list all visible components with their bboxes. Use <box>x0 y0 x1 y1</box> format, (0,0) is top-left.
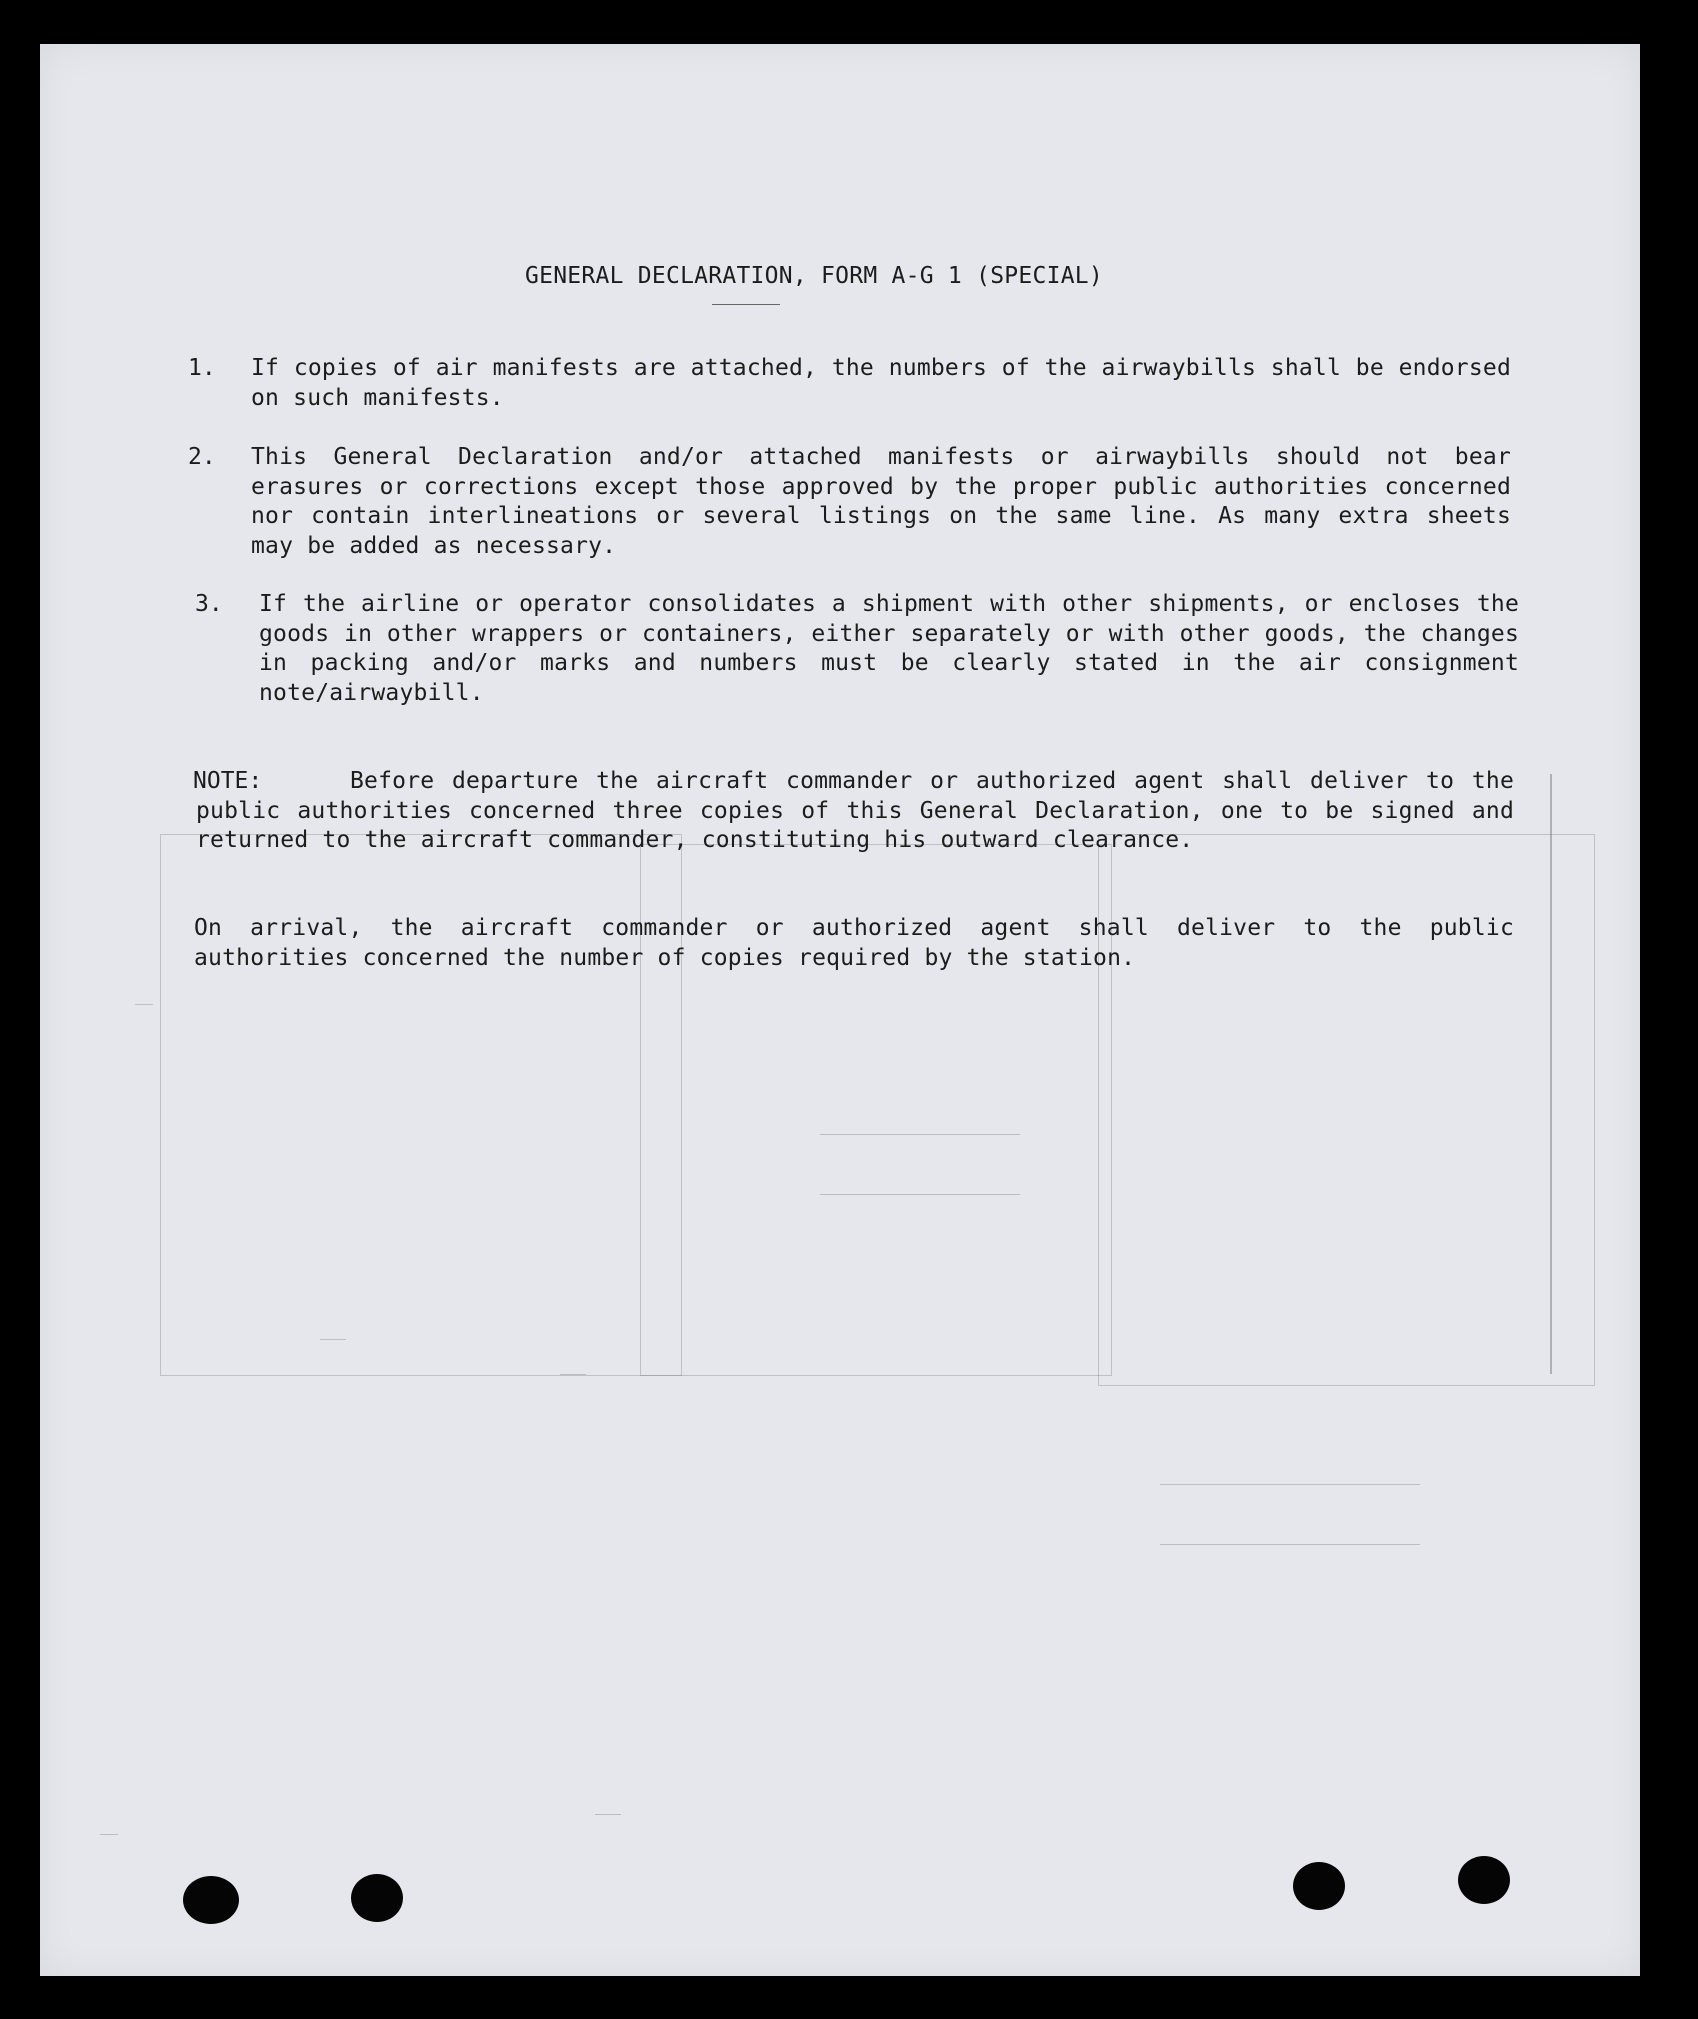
document-title: GENERAL DECLARATION, FORM A-G 1 (SPECIAL) <box>525 263 1103 289</box>
bleed-through-line <box>100 1834 118 1835</box>
note-text <box>196 767 1514 856</box>
bleed-through-vline <box>1550 774 1552 1374</box>
arrival-text: On arrival, the aircraft commander or authorized agent shall deliver to the public authorities concerned the number of copies required by the station. <box>194 915 1514 971</box>
punch-hole <box>1458 1856 1510 1904</box>
note-text-content: Before departure the aircraft commander or authorized agent shall deliver to the public authorities concerned three copies of this General Declaration, one to be signed and returned to the aircraft commander, constituting his outward clearance. <box>196 768 1514 853</box>
bleed-through-line <box>1160 1544 1420 1545</box>
bleed-through-line <box>595 1814 621 1815</box>
item-number: 2. <box>188 444 216 470</box>
item-number: 3. <box>195 591 223 617</box>
paper-sheet <box>40 44 1640 1976</box>
punch-hole <box>351 1874 403 1922</box>
item-number: 1. <box>188 355 216 381</box>
item-text: This General Declaration and/or attached manifests or airwaybills should not bear erasures or corrections except those approved by the proper public authorities concerned nor contain interlineations or several listings on the same line. As many extra sheets may be added as necessary. <box>251 444 1511 559</box>
bleed-through-line <box>820 1194 1020 1195</box>
item-text: If the airline or operator consolidates a shipment with other shipments, or encloses the goods in other wrappers or containers, either separately or with other goods, the changes in packing and/or marks and numbers must be clearly stated in the air consignment note/airwaybill. <box>259 591 1519 706</box>
punch-hole <box>1293 1862 1345 1910</box>
bleed-through-line <box>820 1134 1020 1135</box>
title-underline <box>712 304 780 305</box>
punch-hole <box>183 1876 239 1924</box>
bleed-through-line <box>320 1339 346 1340</box>
bleed-through-line <box>135 1004 153 1005</box>
bleed-through-line <box>560 1374 586 1375</box>
note-label: NOTE: <box>193 768 263 794</box>
item-text: If copies of air manifests are attached, the numbers of the airwaybills shall be endorsed on such manifests. <box>251 355 1511 411</box>
bleed-through-line <box>1160 1484 1420 1485</box>
